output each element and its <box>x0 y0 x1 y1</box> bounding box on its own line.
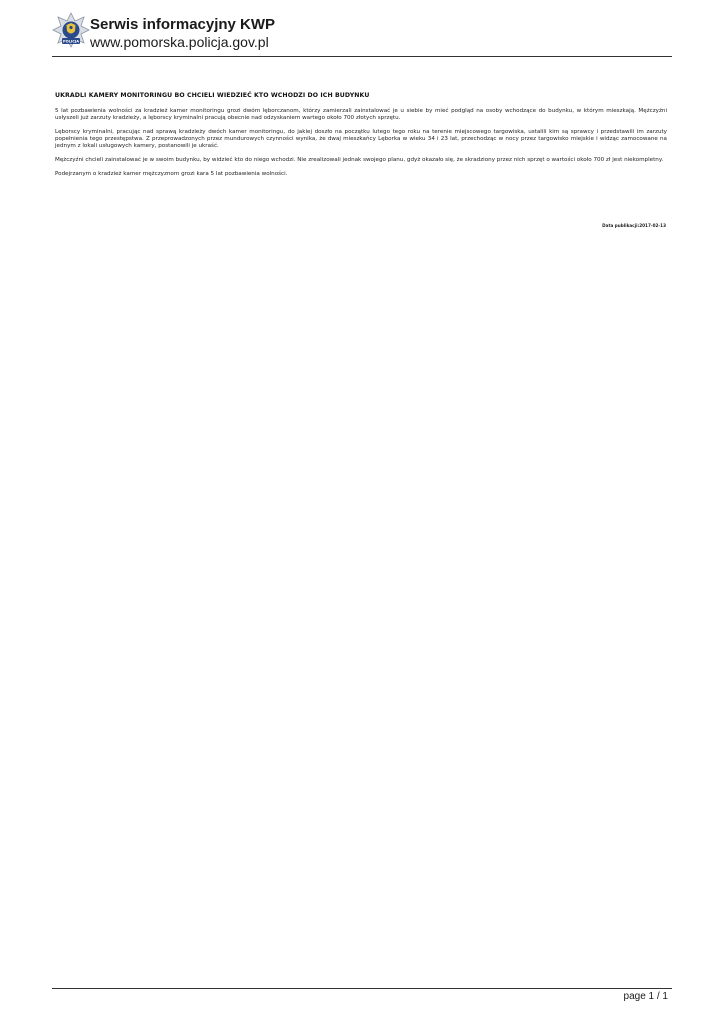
page-header <box>52 12 672 56</box>
site-url[interactable]: www.pomorska.policja.gov.pl <box>90 34 269 50</box>
publication-date: Data publikacji:2017-02-13 <box>602 223 666 228</box>
svg-text:POLICJA: POLICJA <box>62 39 80 44</box>
header-divider <box>52 56 672 57</box>
article-paragraph: Lęborscy kryminalni, pracując nad sprawą kradzieży dwóch kamer monitoringu, do jakiej doszło na początku lutego tego roku na terenie miejscowego targowiska, ustalili kim są sprawcy i przedstawili im zarzuty popełnienia tego przestępstwa. Z przeprowadzonych przez mundurowych czynności wynika, że dwaj mieszkańcy Lęborka w wieku 34 i 23 lat, przechodząc w nocy przez targowisko miejskie i widząc zamocowane na jednym z lokali usługowych kamery, postanowili je ukraść. <box>55 129 667 149</box>
police-star-icon <box>52 12 90 54</box>
article-paragraph: Mężczyźni chcieli zainstalować je w swoim budynku, by widzieć kto do niego wchodzi. Nie zrealizowali jednak swojego planu, gdyż okazało się, że skradziony przez nich sprzęt o wartości około 700 zł jest niekompletny. <box>55 157 664 163</box>
footer-divider <box>52 988 672 989</box>
article-title: UKRADLI KAMERY MONITORINGU BO CHCIELI WIEDZIEĆ KTO WCHODZI DO ICH BUDYNKU <box>55 92 370 99</box>
site-title: Serwis informacyjny KWP <box>90 16 276 33</box>
article-paragraph: Podejrzanym o kradzież kamer mężczyznom grozi kara 5 lat pozbawienia wolności. <box>55 171 288 177</box>
article-paragraph: 5 lat pozbawienia wolności za kradzież kamer monitoringu grozi dwóm lęborczanom, którzy zamierzali zainstalować je u siebie by mieć podgląd na osoby wchodzące do budynku, w którym mieszkają. Mężczyźni usłyszeli już zarzuty kradzieży, a lęborscy kryminalni pracują obecnie nad odzyskaniem wartego około 700 złotych sprzętu. <box>55 108 667 121</box>
page-number: page 1 / 1 <box>623 991 668 1002</box>
article <box>55 92 667 185</box>
